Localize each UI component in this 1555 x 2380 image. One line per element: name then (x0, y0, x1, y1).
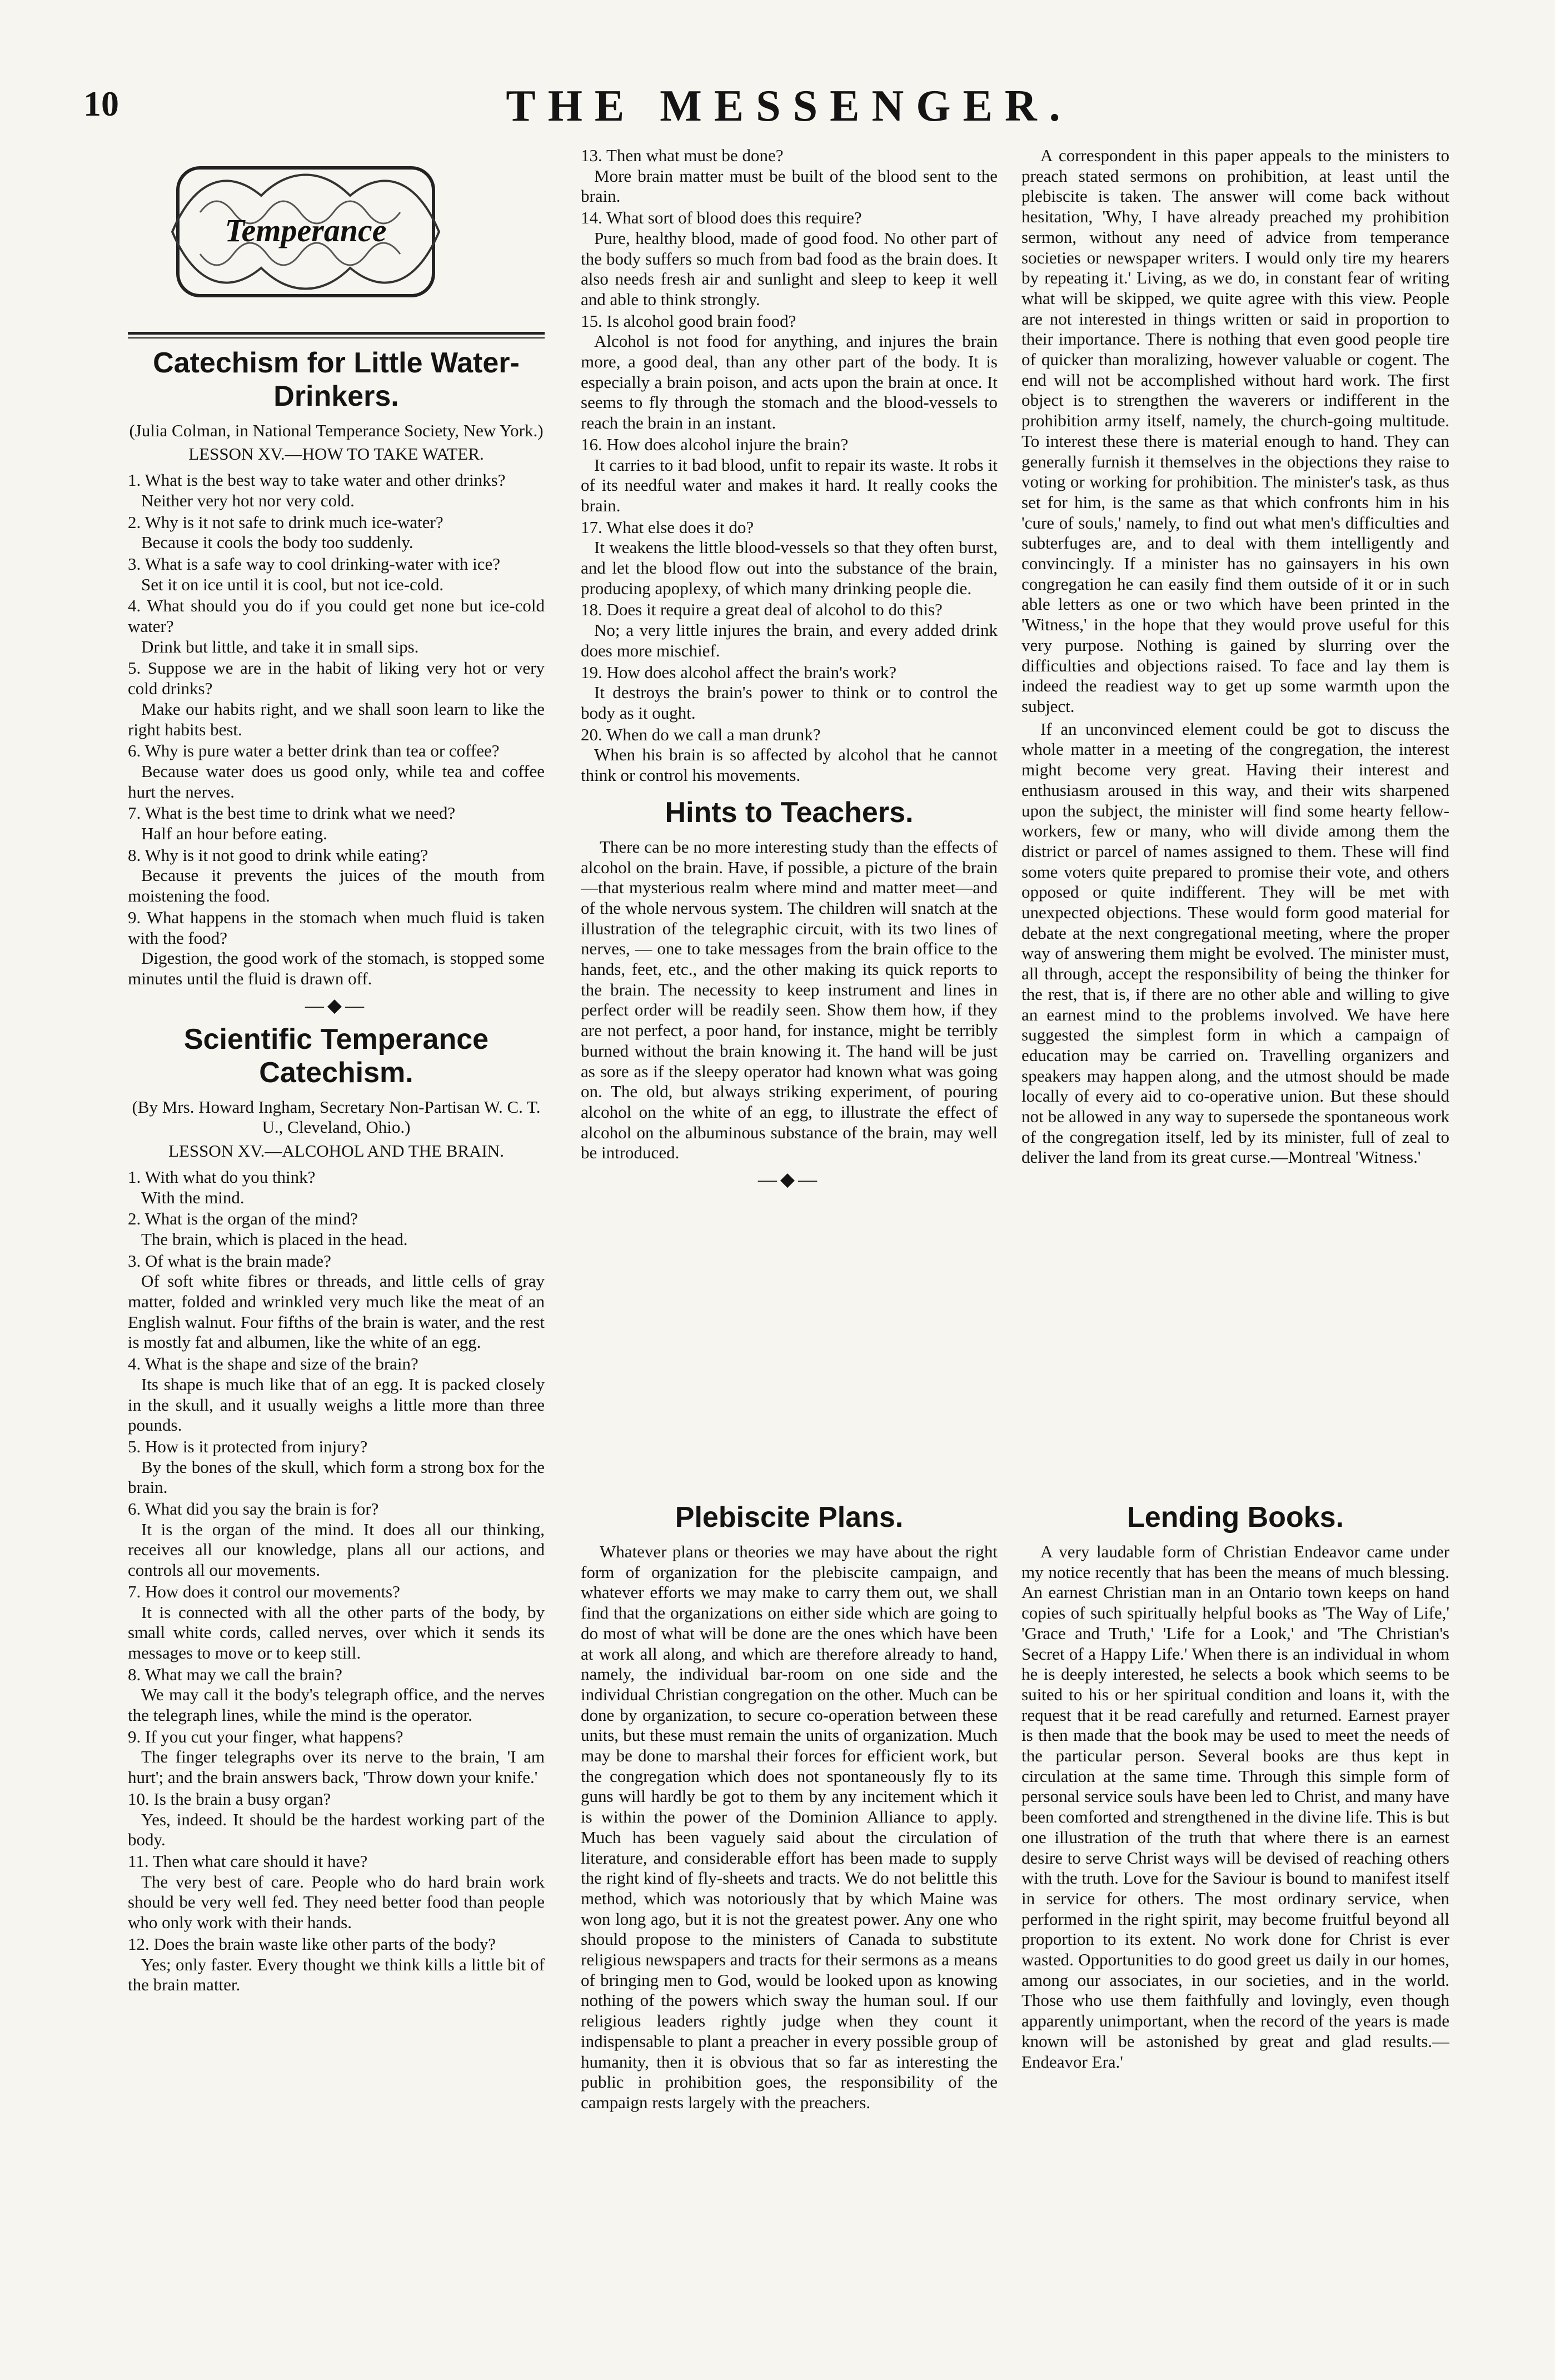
lending-title: Lending Books. (1127, 1501, 1344, 1533)
scientific-questions-part-2 (581, 146, 998, 786)
bottom-row (581, 1495, 1449, 2284)
question: 7. What is the best time to drink what we need? (128, 803, 456, 823)
answer: The brain, which is placed in the head. (141, 1229, 408, 1249)
masthead-title: THE MESSENGER. (506, 82, 1073, 131)
question: 4. What should you do if you could get none but ice-cold water? (128, 596, 545, 636)
column-3 (1021, 146, 1449, 1480)
catechism-little-byline: (Julia Colman, in National Temperance Society, New York.) (129, 420, 544, 440)
question: 10. Is the brain a busy organ? (128, 1789, 331, 1809)
column-1 (128, 146, 545, 2280)
question: 4. What is the shape and size of the brain? (128, 1354, 418, 1374)
answer: Digestion, the good work of the stomach, is stopped some minutes until the fluid is drawn off. (128, 948, 545, 988)
answer: Its shape is much like that of an egg. It is packed closely in the skull, and it usually weighs a little more than three pounds. (128, 1374, 545, 1435)
question: 3. Of what is the brain made? (128, 1251, 331, 1271)
question: 1. With what do you think? (128, 1167, 316, 1187)
answer: It is the organ of the mind. It does all our thinking, receives all our knowledge, plans all our actions, and controls all our movements. (128, 1519, 545, 1580)
plebiscite-paragraph: Whatever plans or theories we may have about the right form of organization for the plebiscite campaign, and whatever efforts we may make to carry them out, we shall find that the organizations on either side which are going to do most of what will be done are the ones which have been at work all along, and which are therefore already to hand, namely, the individual bar-room on one side and the individual Christian congregation on the other. Much can be done by organization, to secure co-operation between these units, but these must remain the units of organization. Much may be done to marshal their forces for efficient work, but the congregation which does not spontaneously fly to its guns will hardly be got to them by any incitement which it is within the power of the Dominion Alliance to apply. Much has been vaguely said about the circulation of literature, and considerable effort has been made to supply the right kind of fly-sheets and tracts. We do not belittle this method, which was notoriously that by which Maine was won long ago, but it is not the greatest power. Any one who should propose to the ministers of Canada to substitute religious newspapers and tracts for their sermons as a means of bringing men to God, would be looked upon as knowing nothing of the powers which sway the human soul. If our religious leaders rightly judge when they count it indispensable to plant a preacher in every possible group of humanity, then it is obvious that so far as interesting the public in prohibition goes, the responsibility of the campaign rests largely with the preachers. (581, 1542, 998, 2112)
answer: We may call it the body's telegraph office, and the nerves the telegraph lines, while the mind is the operator. (128, 1685, 545, 1725)
answer: Neither very hot nor very cold. (141, 490, 355, 510)
answer: Because water does us good only, while tea and coffee hurt the nerves. (128, 761, 545, 801)
hints-paragraph: There can be no more interesting study than the effects of alcohol on the brain. Have, if possible, a picture of the brain—that mysterious realm where mind and matter meet—and of the whole nervous system. The children will snatch at the illustration of the telegraphic circuit, with its two lines of nerves, — one to take messages from the brain office to the hands, feet, etc., and the other making its quick reports to the brain. The necessity to keep instrument and lines in perfect order will be readily seen. Show them how, if they are not perfect, a poor hand, for instance, might be terribly burned without the brain knowing it. The hand will be just as sore as if the sleepy operator had known what was going on. The old, but always striking experiment, of pouring alcohol on the white of an egg, to illustrate the effect of alcohol on the albuminous substance of the brain, may well be introduced. (581, 837, 998, 1163)
answer: The very best of care. People who do hard brain work should be very well fed. They need better food than people who only work with their hands. (128, 1871, 545, 1933)
scientific-title: Scientific Temperance Catechism. (183, 1023, 489, 1089)
answer: It carries to it bad blood, unfit to repair its waste. It robs it of its needful water and makes it hard. It really cooks the brain. (581, 455, 998, 515)
answer: It is connected with all the other parts of the body, by small white cords, called nerves, over which it sends its messages to move or to keep still. (128, 1602, 545, 1662)
answer: Of soft white fibres or threads, and little cells of gray matter, folded and wrinkled very much like the meat of an English walnut. Four fifths of the brain is water, and the rest is mostly fat and albumen, like the white of an egg. (128, 1271, 545, 1352)
temperance-banner-text: Temperance (225, 212, 387, 248)
lending-column (1021, 1495, 1449, 2284)
hints-title: Hints to Teachers. (665, 796, 914, 829)
question: 2. Why is it not safe to drink much ice-water? (128, 512, 443, 532)
answer: Because it cools the body too suddenly. (141, 532, 413, 552)
answer: Drink but little, and take it in small sips. (141, 636, 419, 656)
catechism-little-lesson: LESSON XV.—HOW TO TAKE WATER. (188, 444, 484, 464)
column-2 (581, 146, 998, 1480)
answer: The finger telegraphs over its nerve to the brain, 'I am hurt'; and the brain answers back, 'Throw down your knife.' (128, 1747, 545, 1788)
answer: With the mind. (141, 1187, 245, 1207)
page-number: 10 (83, 84, 119, 123)
question: 9. What happens in the stomach when much fluid is taken with the food? (128, 907, 545, 948)
catechism-little-title: Catechism for Little Water-Drinkers. (153, 346, 520, 412)
answer: Half an hour before eating. (141, 824, 327, 844)
answer: Set it on ice until it is cool, but not ice-cold. (141, 574, 444, 594)
plebiscite-column (581, 1495, 998, 2284)
question: 5. Suppose we are in the habit of liking very hot or very cold drinks? (128, 658, 545, 699)
ornament-divider: —◆— (305, 995, 368, 1016)
question: 6. Why is pure water a better drink than tea or coffee? (128, 741, 500, 761)
question: 20. When do we call a man drunk? (581, 724, 821, 744)
question: 7. How does it control our movements? (128, 1581, 400, 1601)
question: 15. Is alcohol good brain food? (581, 311, 796, 331)
scientific-questions-part-1 (128, 1167, 545, 1995)
answer: It destroys the brain's power to think or to control the body as it ought. (581, 683, 998, 723)
scientific-lesson: LESSON XV.—ALCOHOL AND THE BRAIN. (168, 1141, 504, 1161)
page-header (83, 83, 1495, 133)
question: 12. Does the brain waste like other parts of the body? (128, 1934, 496, 1954)
catechism-little-questions (128, 470, 545, 989)
correspondent-paragraph-2: If an unconvinced element could be got to discuss the whole matter in a meeting of the congregation, the interest might become very great. Having their interest and enthusiasm aroused in this way, and their wits sharpened upon the subject, the minister will find some hearty fellow-workers, few or many, who will divide among them the district or parcel of names assigned to them. These will find some voters quite prepared to promise their vote, and others opposed or quite indifferent. They will be met with unexpected objections. These would form good material for debate at the next congregational meeting, where the proper way of answering them might be evolved. The minister must, all through, accept the responsibility of being the thinker for the rest, that is, if there are no other able and willing to give an earnest mind to the problems involved. We have here suggested the simplest form in which a campaign of education may be carried on. Travelling organizers and speakers may happen along, and the utmost should be made locally of every aid to co-operative union. But these should not be allowed in any way to supersede the spontaneous work of the congregation itself, led by its minister, full of zeal to deliver the land from its great curse.—Montreal 'Witness.' (1021, 719, 1449, 1167)
answer: Make our habits right, and we shall soon learn to like the right habits best. (128, 699, 545, 739)
question: 11. Then what care should it have? (128, 1851, 368, 1871)
ornamental-temperance-banner-icon (161, 146, 450, 318)
correspondent-paragraph-1: A correspondent in this paper appeals to the ministers to preach stated sermons on prohibition, at least until the plebiscite is taken. The answer will come back without hesitation, 'Why, I have already preached my prohibition sermon, without any need of advice from temperance societies or newspaper writers. I would only tire my hearers by repeating it.' Living, as we do, in constant fear of writing what will be skipped, we quite agree with this view. People are not interested in things written or said in proportion to their importance. There is nothing that even good people tire of quicker than moralizing, however valuable or cogent. The end will not be accomplished without hard work. The first object is to strengthen the waverers or indifferent in the prohibition army itself, namely, the church-going multitude. To interest these there is material enough to hand. They can generally furnish it themselves in the objections they raise to voting or working for prohibition. The minister's task, as thus set for him, is the same as that which confronts him in his 'cure of souls,' namely, to find out what men's difficulties and subterfuges are, and to deal with them intelligently and convincingly. If a minister has no gainsayers in his own congregation he can easily find them outside of it or in such able letters as one or two which have been printed in the 'Witness,' in the hope that they would prove useful for this very purpose. Nothing is gained by slurring over the difficulties and objections raised. To face and lay them is indeed the readiest way to get up some warmth upon the subject. (1021, 146, 1449, 716)
lending-paragraph: A very laudable form of Christian Endeavor came under my notice recently that has been the means of much blessing. An earnest Christian man in an Ontario town keeps on hand copies of such spiritually helpful books as 'The Way of Life,' 'Grace and Truth,' 'Life for a Look,' and 'The Christian's Secret of a Happy Life.' When there is an individual in whom he is deeply interested, he selects a book which seems to be suited to his or her spiritual condition and loans it, with the request that it be read carefully and returned. Earnest prayer is then made that the book may be used to meet the needs of the particular person. Several books are thus kept in circulation at the same time. Through this simple form of personal service souls have been led to Christ, and many have been comforted and strengthened in the divine life. This is but one illustration of the truth that where there is an earnest desire to serve Christ ways will be devised of reaching others with the truth. Love for the Saviour is bound to manifest itself in service for others. The most ordinary service, when performed in the right spirit, may become fruitful beyond all proportion to its extent. No work done for Christ is ever wasted. Opportunities to do good greet us daily in our homes, among our associates, in our societies, and in the world. Those who use them faithfully and lovingly, even though apparently unimportant, when the record of the years is made known will be astonished by great and glad results.—Endeavor Era.' (1021, 1542, 1449, 2072)
question: 9. If you cut your finger, what happens? (128, 1726, 403, 1746)
answer: More brain matter must be built of the blood sent to the brain. (581, 166, 998, 206)
question: 8. What may we call the brain? (128, 1664, 342, 1684)
question: 1. What is the best way to take water and other drinks? (128, 470, 506, 490)
answer: Because it prevents the juices of the mouth from moistening the food. (128, 865, 545, 906)
answer: Yes; only faster. Every thought we think kills a little bit of the brain matter. (128, 1954, 545, 1995)
ornament-divider: —◆— (757, 1169, 821, 1191)
question: 14. What sort of blood does this require? (581, 208, 862, 228)
question: 2. What is the organ of the mind? (128, 1209, 358, 1229)
answer: By the bones of the skull, which form a strong box for the brain. (128, 1457, 545, 1497)
answer: Alcohol is not food for anything, and injures the brain more, a good deal, than any other part of the body. It is especially a brain poison, and acts upon the brain at once. It seems to fly through the stomach and the blood-vessels to reach the brain in an instant. (581, 331, 998, 433)
question: 3. What is a safe way to cool drinking-water with ice? (128, 554, 501, 574)
answer: It weakens the little blood-vessels so that they often burst, and let the blood flow out into the substance of the brain, producing apoplexy, of which many drinking people die. (581, 537, 998, 598)
question: 8. Why is it not good to drink while eating? (128, 845, 428, 865)
question: 17. What else does it do? (581, 517, 754, 537)
answer: No; a very little injures the brain, and every added drink does more mischief. (581, 620, 998, 660)
scientific-byline: (By Mrs. Howard Ingham, Secretary Non-Partisan W. C. T. U., Cleveland, Ohio.) (132, 1097, 541, 1137)
question: 16. How does alcohol injure the brain? (581, 434, 849, 454)
answer: Yes, indeed. It should be the hardest working part of the body. (128, 1809, 545, 1850)
question: 6. What did you say the brain is for? (128, 1499, 379, 1519)
question: 13. Then what must be done? (581, 146, 784, 165)
section-divider (128, 332, 545, 338)
question: 5. How is it protected from injury? (128, 1436, 368, 1456)
answer: Pure, healthy blood, made of good food. No other part of the body suffers so much from bad food as the brain does. It also needs fresh air and sunlight and sleep to keep it well and able to think strongly. (581, 228, 998, 309)
answer: When his brain is so affected by alcohol that he cannot think or control his movements. (581, 745, 998, 785)
question: 19. How does alcohol affect the brain's work? (581, 662, 897, 682)
question: 18. Does it require a great deal of alcohol to do this? (581, 600, 943, 620)
plebiscite-title: Plebiscite Plans. (675, 1501, 904, 1533)
